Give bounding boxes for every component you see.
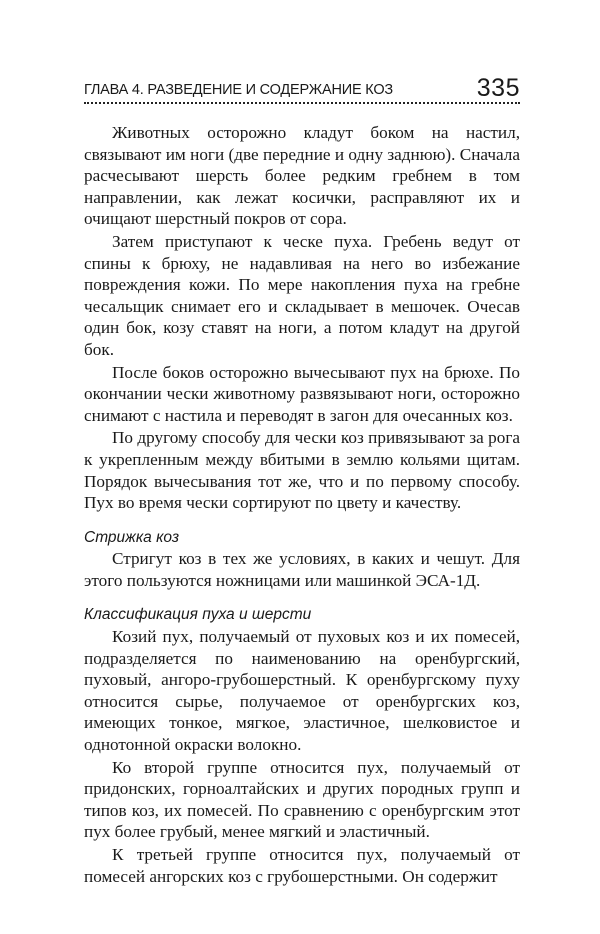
book-page [84,0,520,934]
running-header [84,76,520,102]
paragraph: Животных осторожно кладут боком на настил, связывают им ноги (две передние и одну заднюю). Сначала расчесывают шерсть более редким гребнем в том направлении, как лежат косички, расправляют их и очищают шерстный покров от сора. [84,123,520,229]
paragraph: Стригут коз в тех же условиях, в каких и чешут. Для этого пользуются ножницами или машинкой ЭСА-1Д. [84,549,520,590]
page-number: 335 [476,74,520,102]
section-heading-classification: Классификация пуха и шерсти [84,606,312,624]
paragraph: По другому способу для чески коз привязывают за рога к укрепленным между вбитыми в землю кольями щитам. Порядок вычесывания тот же, что и по первому способу. Пух во время чески сортируют по цвету и качеству. [84,428,520,513]
chapter-title: ГЛАВА 4. РАЗВЕДЕНИЕ И СОДЕРЖАНИЕ КОЗ [84,82,393,98]
paragraph: Козий пух, получаемый от пуховых коз и их помесей, подразделяется по наименованию на оренбургский, пуховый, ангоро-грубошерстный. К оренбургскому пуху относится сырье, получаемое от оренбургских коз, имеющих тонкое, мягкое, эластичное, шелковистое и однотонной окраски волокно. [84,627,520,755]
paragraph: Ко второй группе относится пух, получаемый от придонских, горноалтайских и других породных групп и типов коз, их помесей. По сравнению с оренбургским этот пух более грубый, менее мягкий и эластичный. [84,757,520,842]
body-text [84,122,520,887]
paragraph: После боков осторожно вычесывают пух на брюхе. По окончании чески животному развязывают ноги, осторожно снимают с настила и переводят в загон для очесанных коз. [84,362,520,425]
paragraph: Затем приступают к ческе пуха. Гребень ведут от спины к брюху, не надавливая на него во избежание повреждения кожи. По мере накопления пуха на гребне чесальщик снимает его и складывает в мешочек. Очесав один бок, козу ставят на ноги, а потом кладут на другой бок. [84,231,520,359]
paragraph: К третьей группе относится пух, получаемый от помесей ангорских коз с грубошерстными. Он содержит [84,845,520,886]
section-heading-shearing: Стрижка коз [84,528,180,546]
header-rule [84,102,520,104]
